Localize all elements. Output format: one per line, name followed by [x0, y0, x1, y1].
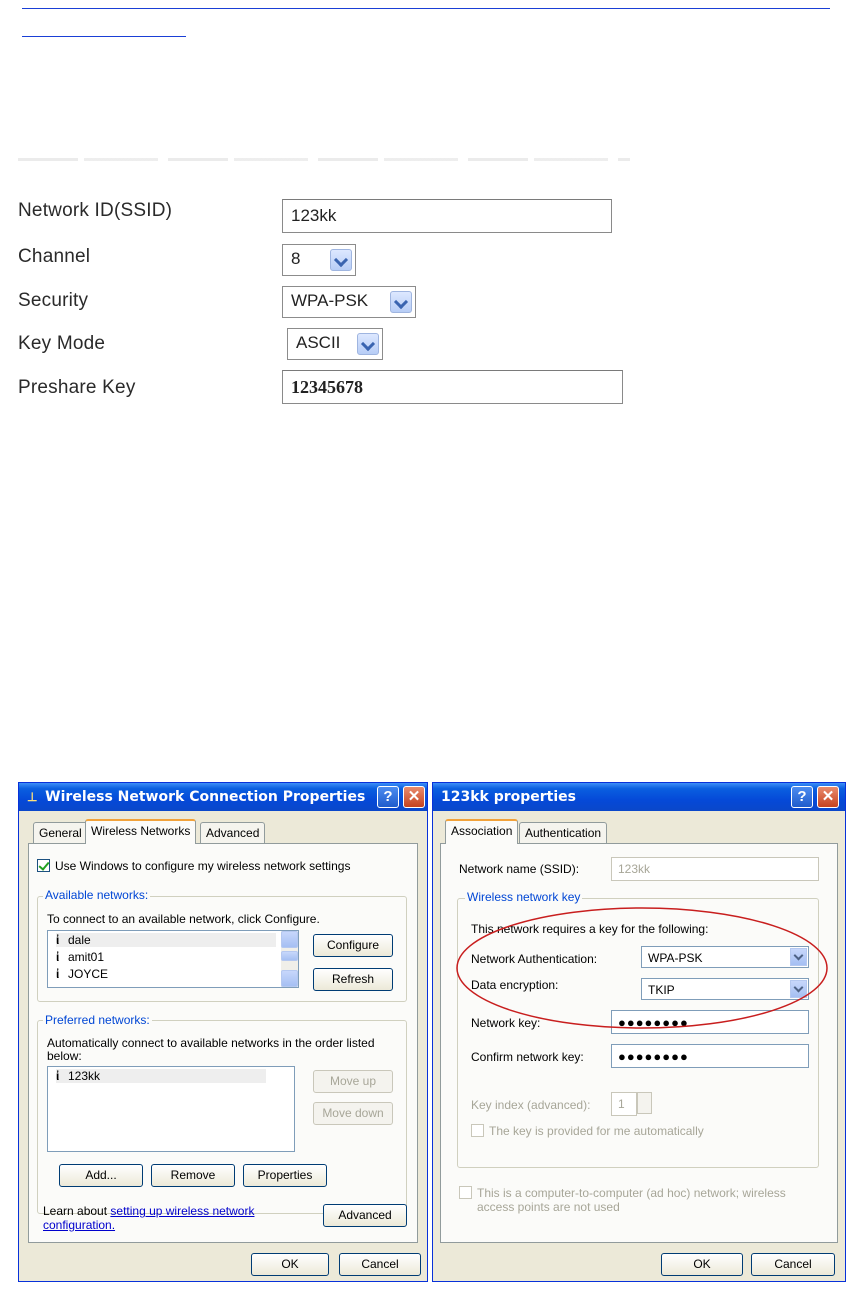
window-title: 123kk properties [441, 789, 577, 805]
encryption-label: Data encryption: [471, 978, 559, 992]
wireless-key-title: Wireless network key [467, 890, 581, 904]
network-key-label: Network key: [471, 1016, 541, 1030]
antenna-icon: ἰ [56, 933, 60, 947]
scroll-down-icon[interactable] [281, 970, 298, 987]
faded-text-line [18, 158, 630, 161]
key-index-input[interactable]: 1 [611, 1092, 637, 1116]
window-title: Wireless Network Connection Properties [45, 789, 366, 805]
available-networks-title: Available networks: [45, 888, 149, 902]
use-windows-label: Use Windows to configure my wireless network settings [55, 859, 351, 873]
key-mode-label: Key Mode [18, 333, 106, 354]
key-index-label: Key index (advanced): [471, 1098, 591, 1112]
list-item[interactable]: ἰ JOYCE [56, 967, 109, 981]
confirm-key-value: ●●●●●●●● [618, 1049, 689, 1064]
list-scrollbar[interactable] [281, 931, 298, 987]
close-button[interactable]: ✕ [403, 786, 425, 808]
help-button[interactable]: ? [377, 786, 399, 808]
preferred-networks-description-cont: below: [47, 1049, 82, 1063]
tab-general[interactable]: General [33, 822, 88, 844]
help-button[interactable]: ? [791, 786, 813, 808]
channel-select[interactable] [282, 244, 356, 276]
chevron-down-icon[interactable] [390, 291, 412, 313]
learn-about-text: Learn about setting up wireless network [43, 1204, 255, 1218]
security-value: WPA-PSK [291, 291, 369, 310]
security-label: Security [18, 290, 89, 311]
adhoc-label-cont: access points are not used [477, 1200, 620, 1214]
wireless-connection-properties-window [18, 782, 428, 1282]
hyperlink-underline [22, 8, 830, 9]
tab-panel [28, 843, 418, 1243]
list-item[interactable]: ἰ dale [56, 933, 276, 947]
antenna-icon: ἰ [56, 1069, 60, 1083]
move-up-button[interactable]: Move up [313, 1070, 393, 1093]
list-item[interactable]: ἰ 123kk [56, 1069, 266, 1083]
preshare-key-input[interactable]: 12345678 [282, 370, 623, 404]
tab-advanced[interactable]: Advanced [200, 822, 265, 844]
network-key-value: ●●●●●●●● [618, 1015, 689, 1030]
configure-button[interactable]: Configure [313, 934, 393, 957]
learn-about-text-cont [43, 1218, 115, 1232]
title-bar [19, 783, 427, 811]
chevron-down-icon[interactable] [357, 333, 379, 355]
auto-key-label: The key is provided for me automatically [489, 1124, 704, 1138]
key-mode-select[interactable] [287, 328, 383, 360]
setup-wireless-link-cont[interactable]: configuration. [43, 1218, 116, 1232]
antenna-icon: ἰ [56, 967, 60, 981]
network-name-label: Network name (SSID): [459, 862, 580, 876]
remove-button[interactable]: Remove [151, 1164, 235, 1187]
confirm-key-input[interactable] [611, 1044, 809, 1068]
auth-label: Network Authentication: [471, 952, 598, 966]
ok-button[interactable]: OK [251, 1253, 329, 1276]
available-networks-list[interactable] [47, 930, 299, 988]
tab-wireless-networks[interactable]: Wireless Networks [85, 819, 196, 844]
network-icon: ⊥ [27, 790, 38, 804]
top-hyperlink[interactable] [22, 0, 832, 42]
available-networks-description: To connect to an available network, click Configure. [47, 912, 320, 926]
list-item[interactable]: ἰ amit01 [56, 950, 105, 964]
highlight-ellipse [430, 900, 840, 1040]
hyperlink-underline [22, 36, 186, 37]
tab-authentication[interactable]: Authentication [519, 822, 607, 844]
chevron-down-icon[interactable] [330, 249, 352, 271]
security-select[interactable] [282, 286, 416, 318]
properties-button[interactable]: Properties [243, 1164, 327, 1187]
advanced-button[interactable]: Advanced [323, 1204, 407, 1227]
preferred-networks-title: Preferred networks: [45, 1013, 150, 1027]
annotation-ellipse [457, 908, 827, 1028]
scroll-up-icon[interactable] [281, 931, 298, 948]
channel-value: 8 [291, 249, 301, 268]
confirm-key-label: Confirm network key: [471, 1050, 584, 1064]
requires-key-text: This network requires a key for the following: [471, 922, 709, 936]
auth-value: WPA-PSK [648, 951, 703, 965]
tab-association[interactable]: Association [445, 819, 518, 844]
key-mode-value: ASCII [296, 333, 341, 352]
cancel-button[interactable]: Cancel [339, 1253, 421, 1276]
encryption-value: TKIP [648, 983, 675, 997]
move-down-button[interactable]: Move down [313, 1102, 393, 1125]
title-bar [433, 783, 845, 811]
preferred-networks-description: Automatically connect to available networks in the order listed [47, 1036, 375, 1050]
adhoc-checkbox[interactable] [459, 1186, 472, 1199]
preshare-key-label: Preshare Key [18, 377, 136, 398]
antenna-icon: ἰ [56, 950, 60, 964]
close-button[interactable]: ✕ [817, 786, 839, 808]
key-index-spinner[interactable] [637, 1092, 652, 1114]
auto-key-checkbox[interactable] [471, 1124, 484, 1137]
adhoc-label: This is a computer-to-computer (ad hoc) network; wireless [477, 1186, 786, 1200]
refresh-button[interactable]: Refresh [313, 968, 393, 991]
cancel-button[interactable]: Cancel [751, 1253, 835, 1276]
preferred-networks-list[interactable] [47, 1066, 295, 1152]
ok-button[interactable]: OK [661, 1253, 743, 1276]
ssid-label: Network ID(SSID) [18, 200, 173, 221]
setup-wireless-link[interactable]: setting up wireless network [110, 1204, 255, 1218]
ssid-input[interactable]: 123kk [282, 199, 612, 233]
use-windows-checkbox[interactable] [37, 859, 50, 872]
scroll-thumb[interactable] [281, 951, 298, 961]
network-name-input[interactable]: 123kk [611, 857, 819, 881]
channel-label: Channel [18, 246, 91, 267]
add-button[interactable]: Add... [59, 1164, 143, 1187]
